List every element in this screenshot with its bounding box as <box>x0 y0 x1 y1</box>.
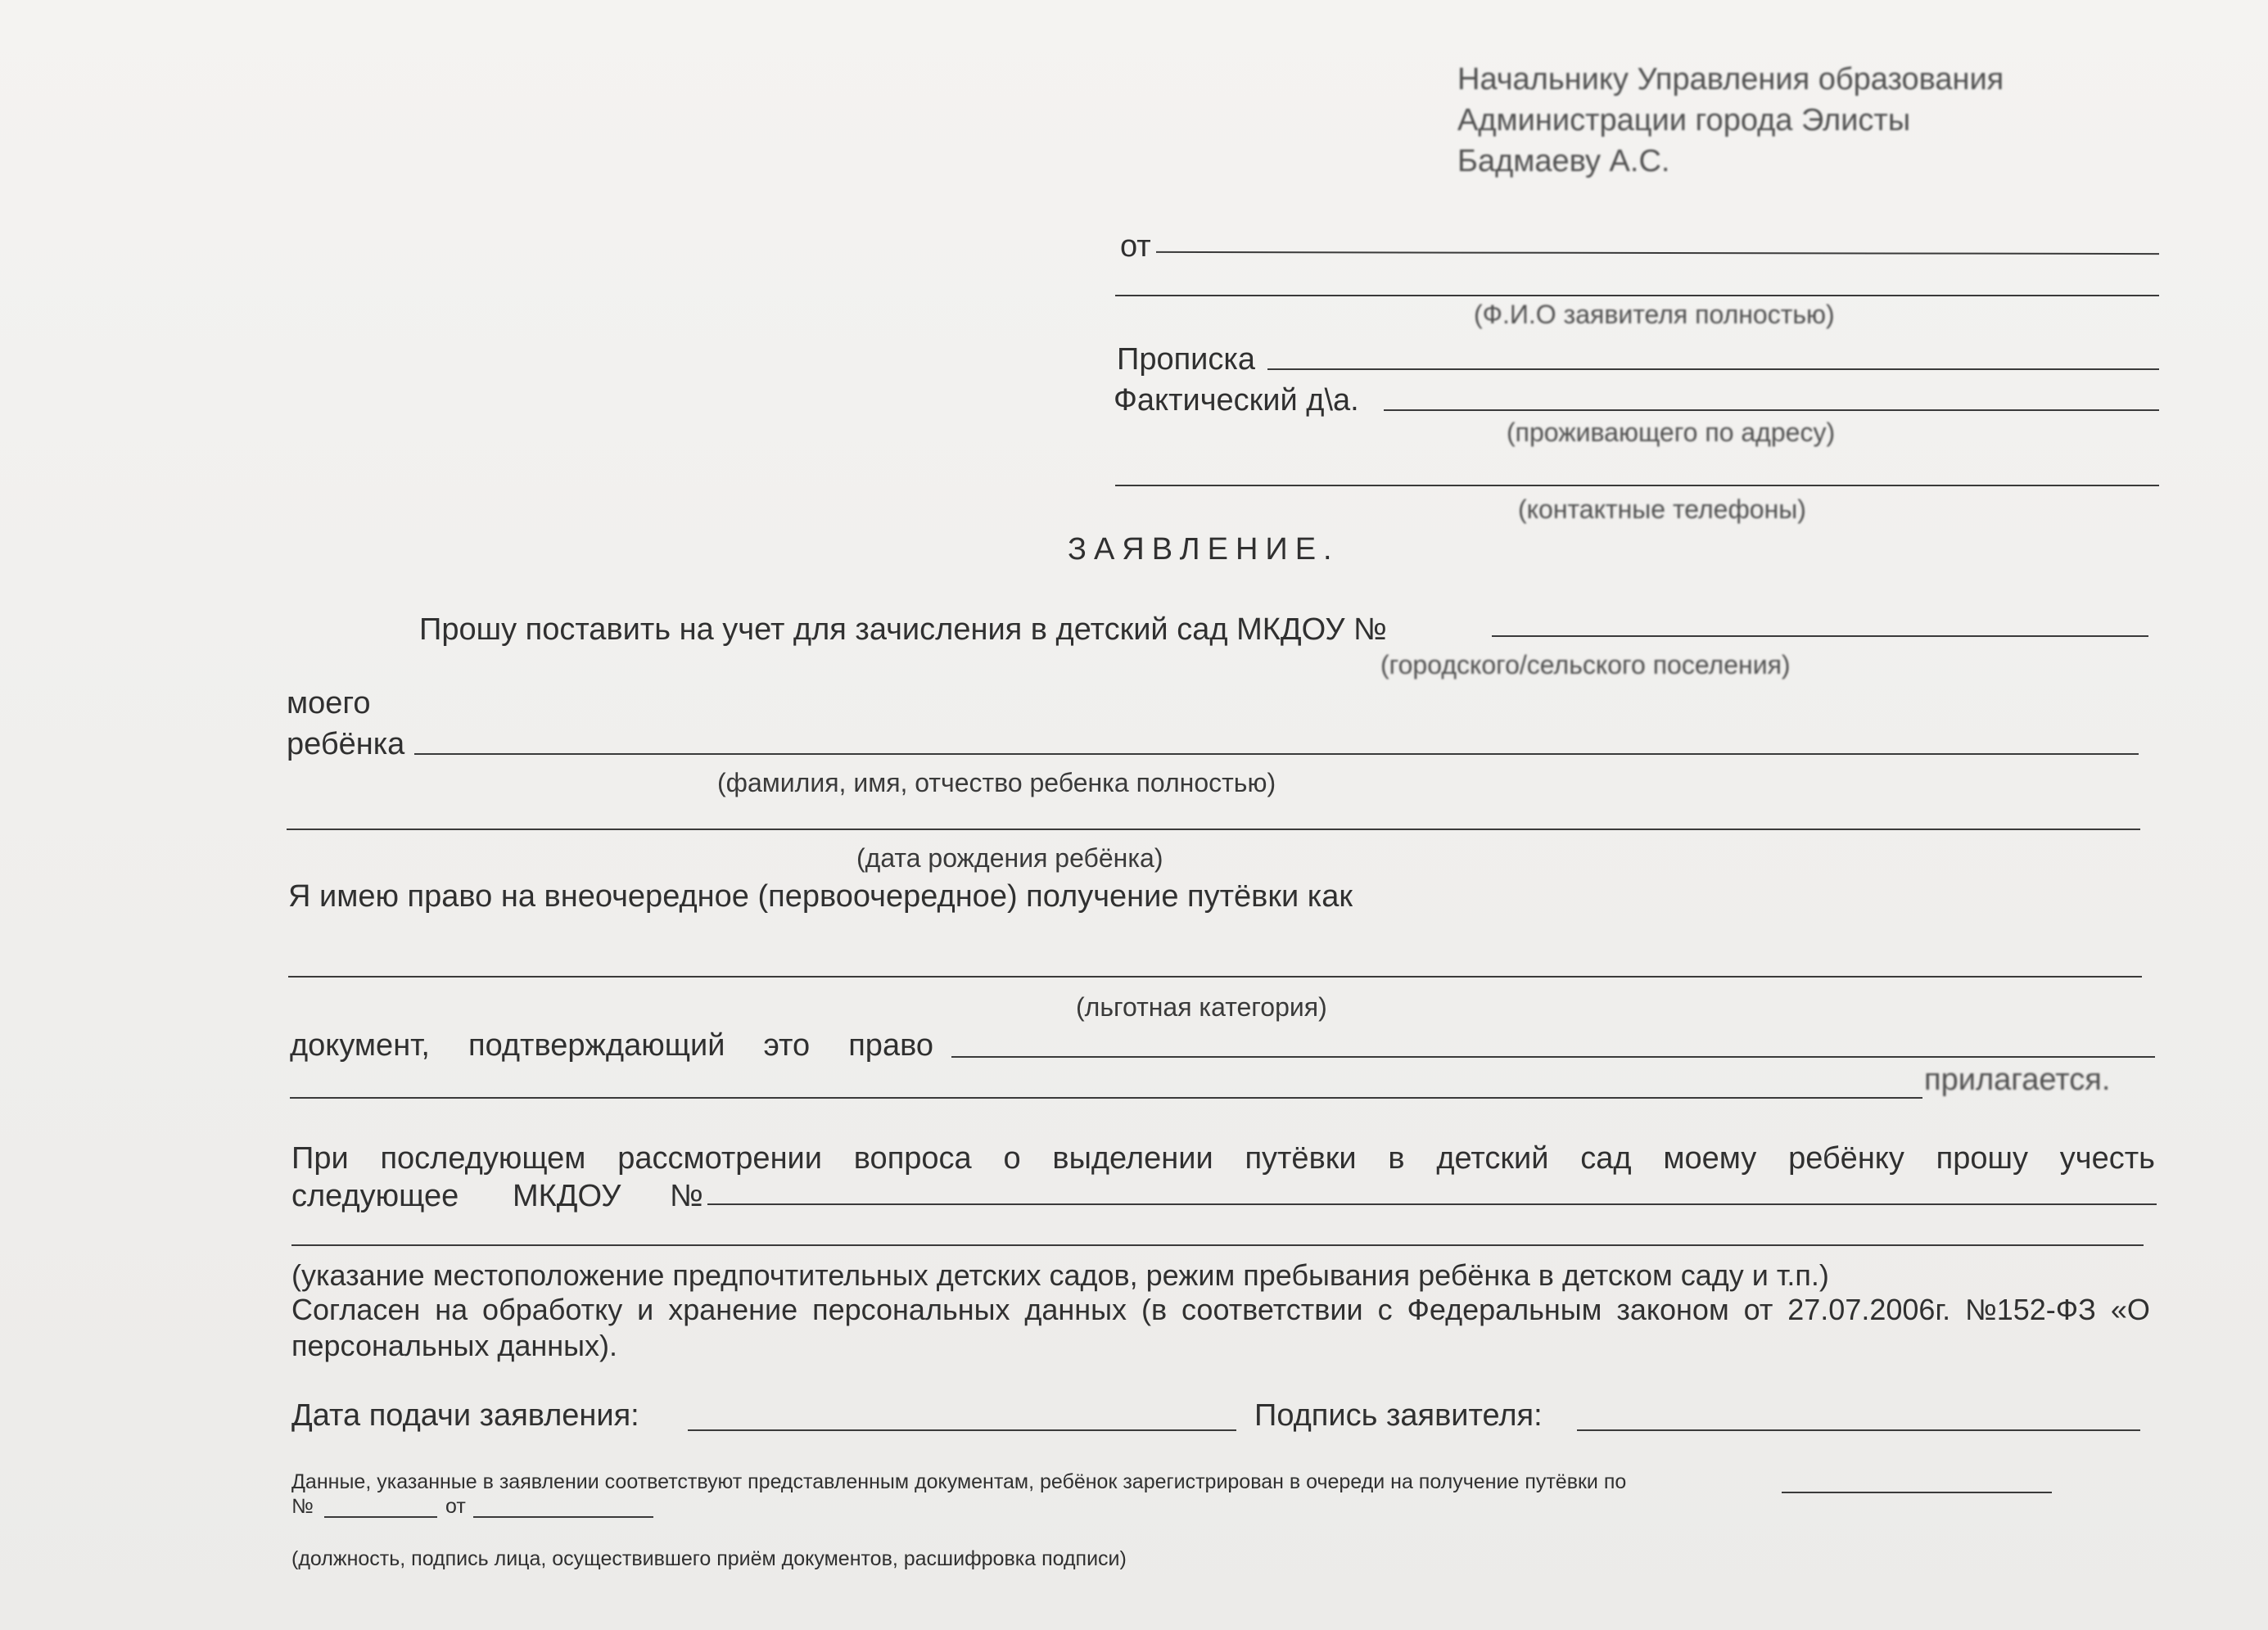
privilege-category-field[interactable] <box>288 976 2142 978</box>
address-caption: (проживающего по адресу) <box>1507 418 1836 447</box>
word: учесть <box>2059 1141 2155 1176</box>
phones-caption: (контактные телефоны) <box>1518 494 1806 524</box>
word: (в <box>1141 1293 1168 1326</box>
footer-number-label: № <box>291 1495 314 1518</box>
settlement-caption: (городского/сельского поселения) <box>1380 650 1791 680</box>
consider-text <box>291 1143 2155 1174</box>
registration-note: Данные, указанные в заявлении соответствуют представленным документам, ребёнок зарегистрирован в очереди на получение путёвки по <box>291 1470 1627 1493</box>
preference-field-1[interactable] <box>707 1203 2157 1205</box>
word: вопроса <box>853 1141 972 1176</box>
child-name-field[interactable] <box>414 753 2139 755</box>
preferences-caption: (указание местоположение предпочтительных детских садов, режим пребывания ребёнка в детском саду и т.п.) <box>291 1258 1829 1292</box>
word: выделении <box>1052 1141 1213 1176</box>
word: в <box>1388 1141 1405 1176</box>
child-label-2: ребёнка <box>287 727 405 761</box>
word: Согласен <box>291 1293 421 1326</box>
queue-basis-field[interactable] <box>1782 1492 2052 1493</box>
word: «О <box>2110 1293 2150 1326</box>
document-field-2[interactable] <box>290 1097 1922 1099</box>
queue-date-field[interactable] <box>473 1516 653 1518</box>
word: ребёнку <box>1788 1141 1904 1176</box>
recipient-line-3: Бадмаеву А.С. <box>1457 144 1670 178</box>
registration-label: Прописка <box>1117 342 1255 377</box>
actual-address-field[interactable] <box>1384 409 2159 411</box>
word: законом <box>1616 1293 1729 1326</box>
consent-text <box>291 1295 2150 1325</box>
word: детский <box>1436 1141 1549 1176</box>
word: данных <box>1024 1293 1127 1326</box>
attached-text: прилагается. <box>1924 1063 2111 1097</box>
word: право <box>848 1028 933 1063</box>
birth-date-field[interactable] <box>287 829 2140 830</box>
number-sign: № <box>670 1179 703 1213</box>
word: Федеральным <box>1407 1293 1602 1326</box>
preference-field-2[interactable] <box>291 1244 2144 1246</box>
word: 27.07.2006г. <box>1787 1293 1951 1326</box>
word: о <box>1003 1141 1021 1176</box>
recipient-line-2: Администрации города Элисты <box>1457 103 1911 138</box>
word: моему <box>1663 1141 1757 1176</box>
phones-field[interactable] <box>1115 485 2159 486</box>
word: и <box>637 1293 654 1326</box>
applicant-name-field-1[interactable] <box>1156 251 2159 255</box>
consent-line-2: персональных данных). <box>291 1329 618 1362</box>
word: на <box>435 1293 468 1326</box>
word: соответствии <box>1181 1293 1363 1326</box>
word: подтверждающий <box>468 1028 725 1063</box>
document-field-1[interactable] <box>951 1056 2155 1058</box>
word: с <box>1377 1293 1393 1326</box>
birth-date-caption: (дата рождения ребёнка) <box>856 843 1163 873</box>
mkdou-label: МКДОУ <box>513 1179 621 1213</box>
word: сад <box>1580 1141 1632 1176</box>
word: рассмотрении <box>617 1141 823 1176</box>
word: прошу <box>1936 1141 2028 1176</box>
registration-field[interactable] <box>1267 368 2159 370</box>
submission-date-label: Дата подачи заявления: <box>291 1398 639 1433</box>
applicant-signature-field[interactable] <box>1577 1429 2140 1431</box>
child-label-1: моего <box>287 686 371 720</box>
official-caption: (должность, подпись лица, осуществившего приём документов, расшифровка подписи) <box>291 1547 1127 1570</box>
following-label: следующее <box>291 1179 459 1213</box>
word: последующем <box>380 1141 586 1176</box>
word: от <box>1743 1293 1773 1326</box>
privilege-text: Я имею право на внеочередное (первоочередное) получение путёвки как <box>288 879 1353 914</box>
from-label: от <box>1120 229 1151 264</box>
actual-address-label: Фактический д\а. <box>1114 383 1359 418</box>
privilege-caption: (льготная категория) <box>1076 992 1327 1022</box>
child-name-caption: (фамилия, имя, отчество ребенка полностью) <box>717 768 1276 797</box>
document-confirm-text <box>290 1030 933 1061</box>
word: обработку <box>482 1293 623 1326</box>
applicant-signature-label: Подпись заявителя: <box>1254 1398 1543 1433</box>
word: документ, <box>290 1028 430 1063</box>
applicant-name-field-2[interactable] <box>1115 295 2159 296</box>
word: персональных <box>812 1293 1010 1326</box>
document-title: ЗАЯВЛЕНИЕ. <box>1068 532 1340 567</box>
queue-number-field[interactable] <box>324 1516 437 1518</box>
word: При <box>291 1141 349 1176</box>
fio-caption: (Ф.И.О заявителя полностью) <box>1474 300 1835 329</box>
request-text: Прошу поставить на учет для зачисления в детский сад МКДОУ № <box>419 612 1387 647</box>
recipient-line-1: Начальнику Управления образования <box>1457 62 2004 97</box>
word: это <box>763 1028 811 1063</box>
word: №152-ФЗ <box>1965 1293 2096 1326</box>
word: хранение <box>668 1293 798 1326</box>
footer-from-label: от <box>445 1495 466 1518</box>
word: путёвки <box>1245 1141 1357 1176</box>
submission-date-field[interactable] <box>688 1429 1236 1431</box>
kindergarten-number-field[interactable] <box>1492 635 2148 637</box>
